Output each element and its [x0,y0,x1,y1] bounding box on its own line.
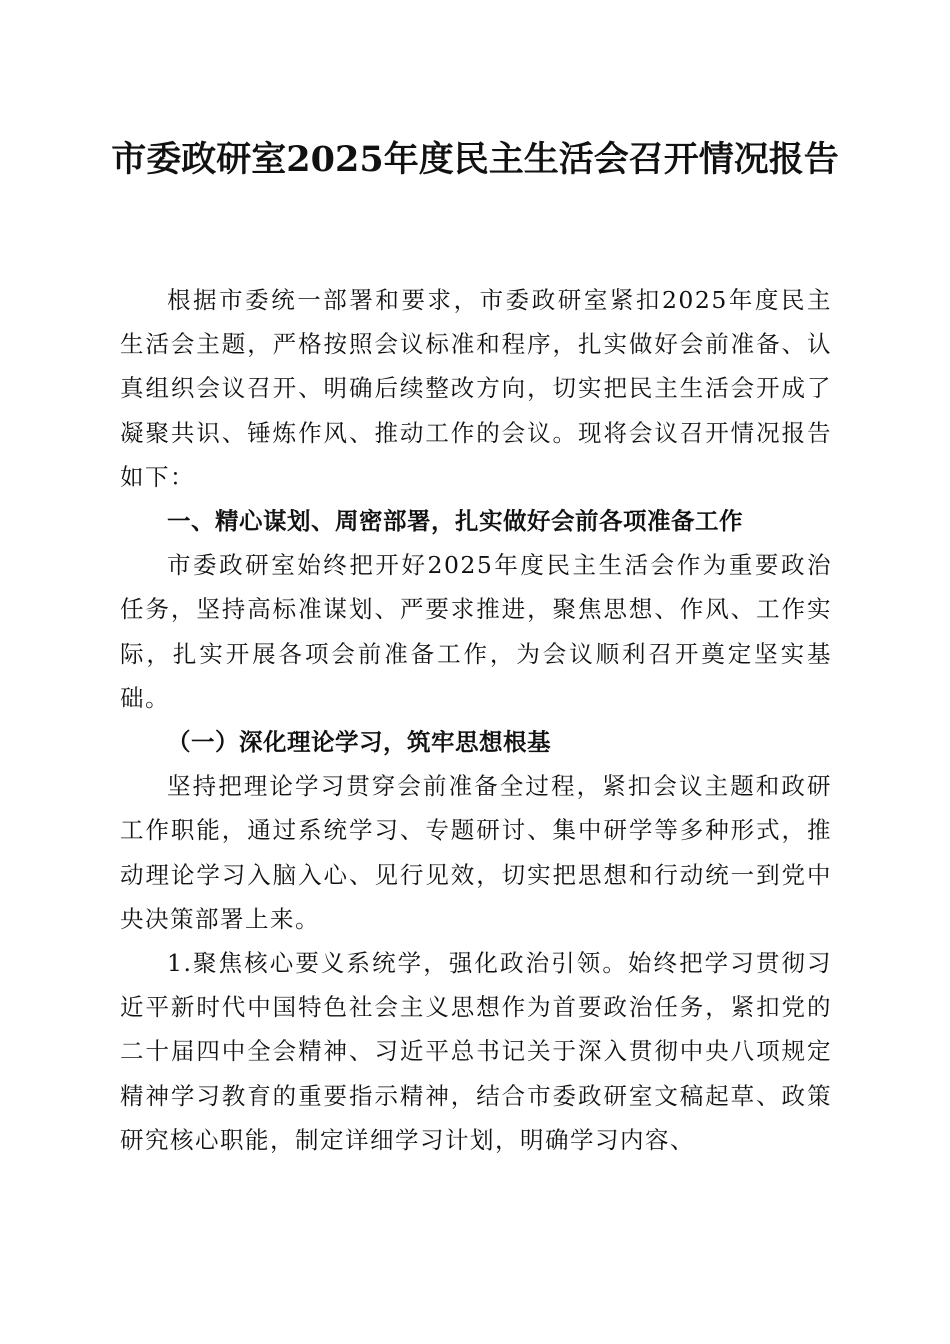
document-title: 市委政研室2025年度民主生活会召开情况报告 [111,139,839,180]
item-1-paragraph: 1.聚焦核心要义系统学，强化政治引领。始终把学习贯彻习近平新时代中国特色社会主义思想作为首要政治任务，紧扣党的二十届四中全会精神、习近平总书记关于深入贯彻中央八项规定精神学习教育的重要指示精神，结合市委政研室文稿起草、政策研究核心职能，制定详细学习计划，明确学习内容、 [120,949,832,1154]
subsection-1-paragraph: 坚持把理论学习贯穿会前准备全过程，紧扣会议主题和政研工作职能，通过系统学习、专题研讨、集中研学等多种形式，推动理论学习入脑入心、见行见效，切实把思想和行动统一到党中央决策部署上来。 [120,772,832,933]
section-heading-1: 一、精心谋划、周密部署，扎实做好会前各项准备工作 [167,507,743,536]
section-1-paragraph: 市委政研室始终把开好2025年度民主生活会作为重要政治任务，坚持高标准谋划、严要求推进，聚焦思想、作风、工作实际，扎实开展各项会前准备工作，为会议顺利召开奠定坚实基础。 [120,551,832,712]
intro-paragraph: 根据市委统一部署和要求，市委政研室紧扣2025年度民主生活会主题，严格按照会议标准和程序，扎实做好会前准备、认真组织会议召开、明确后续整改方向，切实把民主生活会开成了凝聚共识、锤炼作风、推动工作的会议。现将会议召开情况报告如下： [120,286,832,491]
subsection-heading-1: （一）深化理论学习，筑牢思想根基 [167,728,551,757]
document-body [120,278,832,1162]
